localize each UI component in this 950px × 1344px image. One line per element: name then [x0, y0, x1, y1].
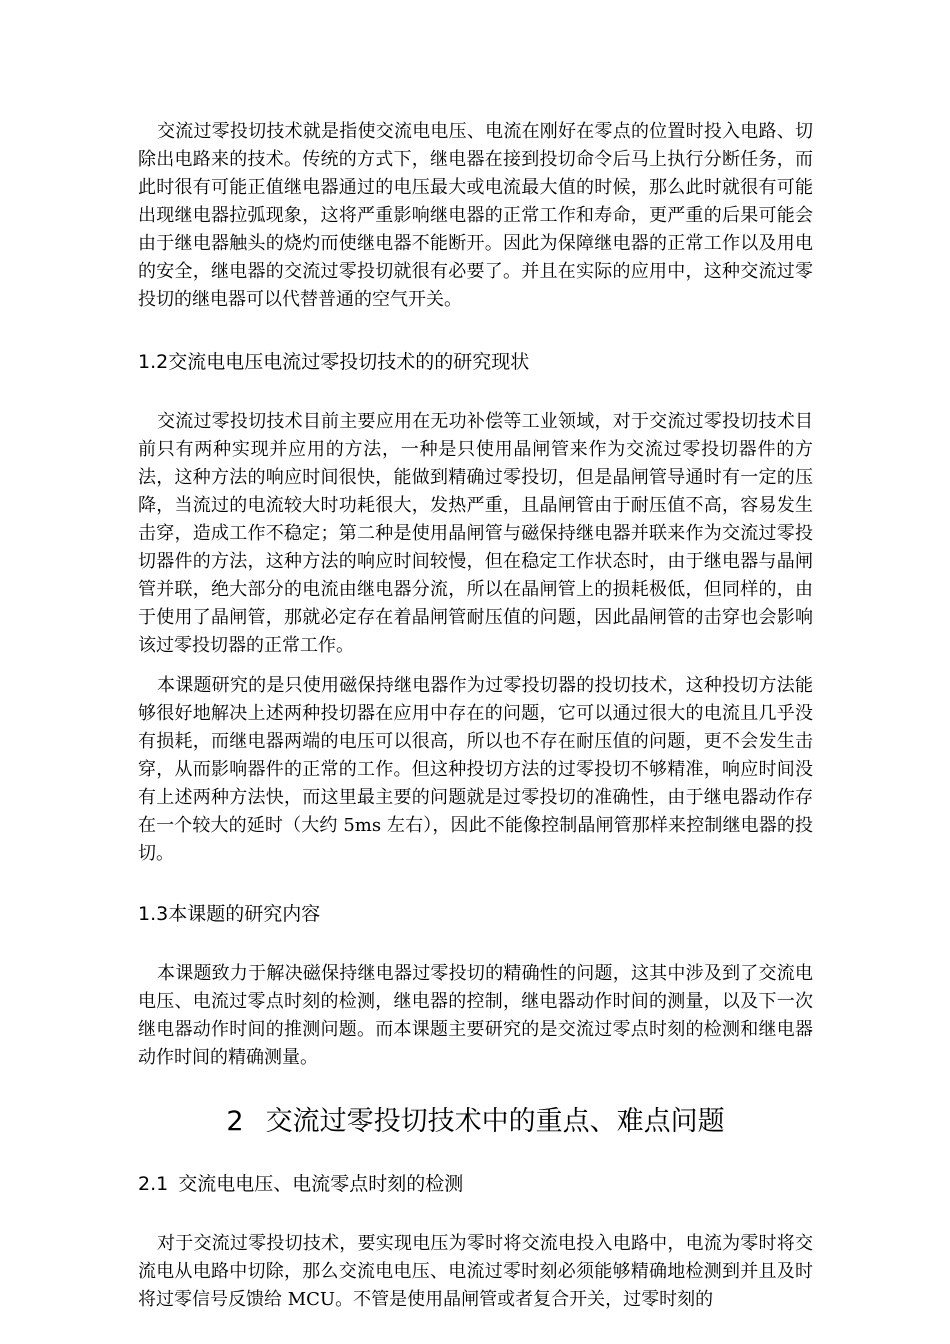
- section-heading-2-1: [138, 1170, 813, 1198]
- chapter-title: 交流过零投切技术中的重点、难点问题: [265, 1106, 725, 1137]
- paragraph-research-topic: 本课题研究的是只使用磁保持继电器作为过零投切器的投切技术，这种投切方法能够很好地解决上述两种投切器在应用中存在的问题，它可以通过很大的电流且几乎没有损耗，而继电器两端的电压可以很高，所以也不存在耐压值的问题，更不会发生击穿，从而影响器件的正常的工作。但这种投切方法的过零投切不够精准，响应时间没有上述两种方法快，而这里最主要的问题就是过零投切的准确性，由于继电器动作存在一个较大的延时（大约 5ms 左右），因此不能像控制晶闸管那样来控制继电器的投切。: [138, 675, 813, 864]
- paragraph-research-status: 交流过零投切技术目前主要应用在无功补偿等工业领域，对于交流过零投切技术目前只有两种实现并应用的方法，一种是只使用晶闸管来作为交流过零投切器件的方法，这种方法的响应时间很快，能做到精确过零投切，但是晶闸管导通时有一定的压降，当流过的电流较大时功耗很大，发热严重，且晶闸管由于耐压值不高，容易发生击穿，造成工作不稳定；第二种是使用晶闸管与磁保持继电器并联来作为交流过零投切器件的方法，这种方法的响应时间较慢，但在稳定工作状态时，由于继电器与晶闸管并联，绝大部分的电流由继电器分流，所以在晶闸管上的损耗极低，但同样的，由于使用了晶闸管，那就必定存在着晶闸管耐压值的问题，因此晶闸管的击穿也会影响该过零投切器的正常工作。: [138, 411, 813, 656]
- document-page: [138, 118, 813, 1314]
- chapter-number: 2: [226, 1106, 244, 1137]
- paragraph-zero-point-detection: 对于交流过零投切技术，要实现电压为零时将交流电投入电路中，电流为零时将交流电从电路中切除，那么交流电电压、电流过零时刻必须能够精确地检测到并且及时将过零信号反馈给 MCU。不管是使用晶闸管或者复合开关，过零时刻的: [138, 1233, 813, 1310]
- section-number: 1.2: [138, 351, 169, 373]
- chapter-heading-2: [138, 1104, 813, 1140]
- paragraph-research-content: 本课题致力于解决磁保持继电器过零投切的精确性的问题，这其中涉及到了交流电电压、电流过零点时刻的检测，继电器的控制，继电器动作时间的测量，以及下一次继电器动作时间的推测问题。而本课题主要研究的是交流过零点时刻的检测和继电器动作时间的精确测量。: [138, 963, 813, 1068]
- section-number: 2.1: [138, 1173, 169, 1195]
- section-heading-1-3: [138, 900, 813, 928]
- section-title: 本课题的研究内容: [168, 903, 321, 925]
- section-title: 交流电电压电流过零投切技术的的研究现状: [168, 351, 530, 373]
- section-title: 交流电电压、电流零点时刻的检测: [178, 1173, 464, 1195]
- paragraph-zero-crossing-definition: 交流过零投切技术就是指使交流电电压、电流在刚好在零点的位置时投入电路、切除出电路来的技术。传统的方式下，继电器在接到投切命令后马上执行分断任务，而此时很有可能正值继电器通过的电压最大或电流最大值的时候，那么此时就很有可能出现继电器拉弧现象，这将严重影响继电器的正常工作和寿命，更严重的后果可能会由于继电器触头的烧灼而使继电器不能断开。因此为保障继电器的正常工作以及用电的安全，继电器的交流过零投切就很有必要了。并且在实际的应用中，这种交流过零投切的继电器可以代替普通的空气开关。: [138, 121, 813, 310]
- section-heading-1-2: [138, 348, 813, 376]
- section-number: 1.3: [138, 903, 169, 925]
